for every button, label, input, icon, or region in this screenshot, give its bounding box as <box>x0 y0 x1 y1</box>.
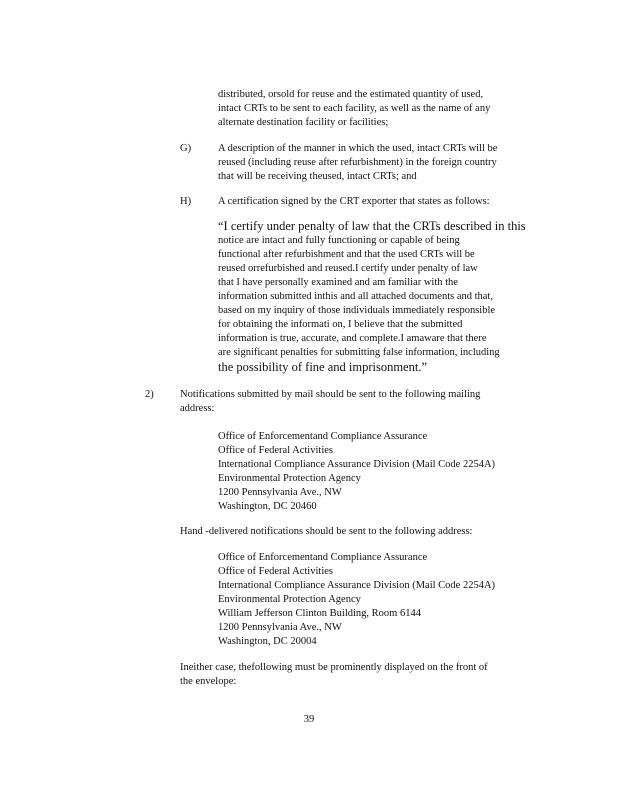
text-line: Notifications submitted by mail should be sent to the following mailing <box>180 389 481 400</box>
quote-line: based on my inquiry of those individuals immediately responsible <box>218 305 496 316</box>
quote-line: that I have personally examined and am familiar with the <box>218 277 458 288</box>
address-line: William Jefferson Clinton Building, Room 6144 <box>218 608 421 619</box>
address-line: Office of Enforcementand Compliance Assurance <box>218 552 428 563</box>
text-line: alternate destination facility or facilities; <box>218 117 389 128</box>
item-g-paragraph <box>218 142 497 184</box>
address-line: 1200 Pennsylvania Ave., NW <box>218 622 342 633</box>
address-line: Washington, DC 20004 <box>218 636 317 647</box>
text-line: Ineither case, thefollowing must be prominently displayed on the front of <box>180 662 488 673</box>
either-case-paragraph <box>180 661 488 689</box>
address-line: Washington, DC 20460 <box>218 501 317 512</box>
quote-line: notice are intact and fully functioning or capable of being <box>218 235 460 246</box>
text-line: that will be receiving theused, intact CRTs; and <box>218 171 417 182</box>
item-h-marker: H) <box>180 196 192 207</box>
hand-delivered-intro <box>180 525 472 539</box>
address-line: 1200 Pennsylvania Ave., NW <box>218 487 342 498</box>
hand-address-block <box>218 551 495 649</box>
continuation-paragraph <box>218 88 490 130</box>
item-2-marker: 2) <box>145 389 154 400</box>
quote-line: for obtaining the informati on, I believe that the submitted <box>218 319 463 330</box>
text-line: address: <box>180 403 215 414</box>
address-line: International Compliance Assurance Division (Mail Code 2254A) <box>218 459 496 470</box>
text-line: intact CRTs to be sent to each facility, as well as the name of any <box>218 103 491 114</box>
text-line: distributed, orsold for reuse and the estimated quantity of used, <box>218 89 484 100</box>
item-h-paragraph <box>218 195 490 209</box>
text-line: A description of the manner in which the used, intact CRTs will be <box>218 143 498 154</box>
address-line: Office of Enforcementand Compliance Assurance <box>218 431 428 442</box>
address-line: Office of Federal Activities <box>218 566 333 577</box>
mail-address-block <box>218 430 495 514</box>
quote-line: are significant penalties for submitting false information, including <box>218 347 500 358</box>
quote-last-line: the possibility of fine and imprisonment.” <box>218 360 427 374</box>
quote-line: information is true, accurate, and complete.I amaware that there <box>218 333 487 344</box>
text-line: reused (including reuse after refurbishment) in the foreign country <box>218 157 497 168</box>
address-line: International Compliance Assurance Division (Mail Code 2254A) <box>218 580 496 591</box>
address-line: Environmental Protection Agency <box>218 594 361 605</box>
text-line: Hand -delivered notifications should be sent to the following address: <box>180 526 473 537</box>
quote-first-line: “I certify under penalty of law that the CRTs described in this <box>218 219 526 233</box>
page-number: 39 <box>303 714 315 725</box>
item-2-paragraph <box>180 388 480 416</box>
text-line: A certification signed by the CRT exporter that states as follows: <box>218 196 490 207</box>
item-g-marker: G) <box>180 143 192 154</box>
quote-line: information submitted inthis and all attached documents and that, <box>218 291 493 302</box>
certification-quote <box>218 219 526 375</box>
address-line: Environmental Protection Agency <box>218 473 361 484</box>
quote-line: functional after refurbishment and that the used CRTs will be <box>218 249 475 260</box>
quote-line: reused orrefurbished and reused.I certify under penalty of law <box>218 263 478 274</box>
address-line: Office of Federal Activities <box>218 445 333 456</box>
text-line: the envelope: <box>180 676 237 687</box>
